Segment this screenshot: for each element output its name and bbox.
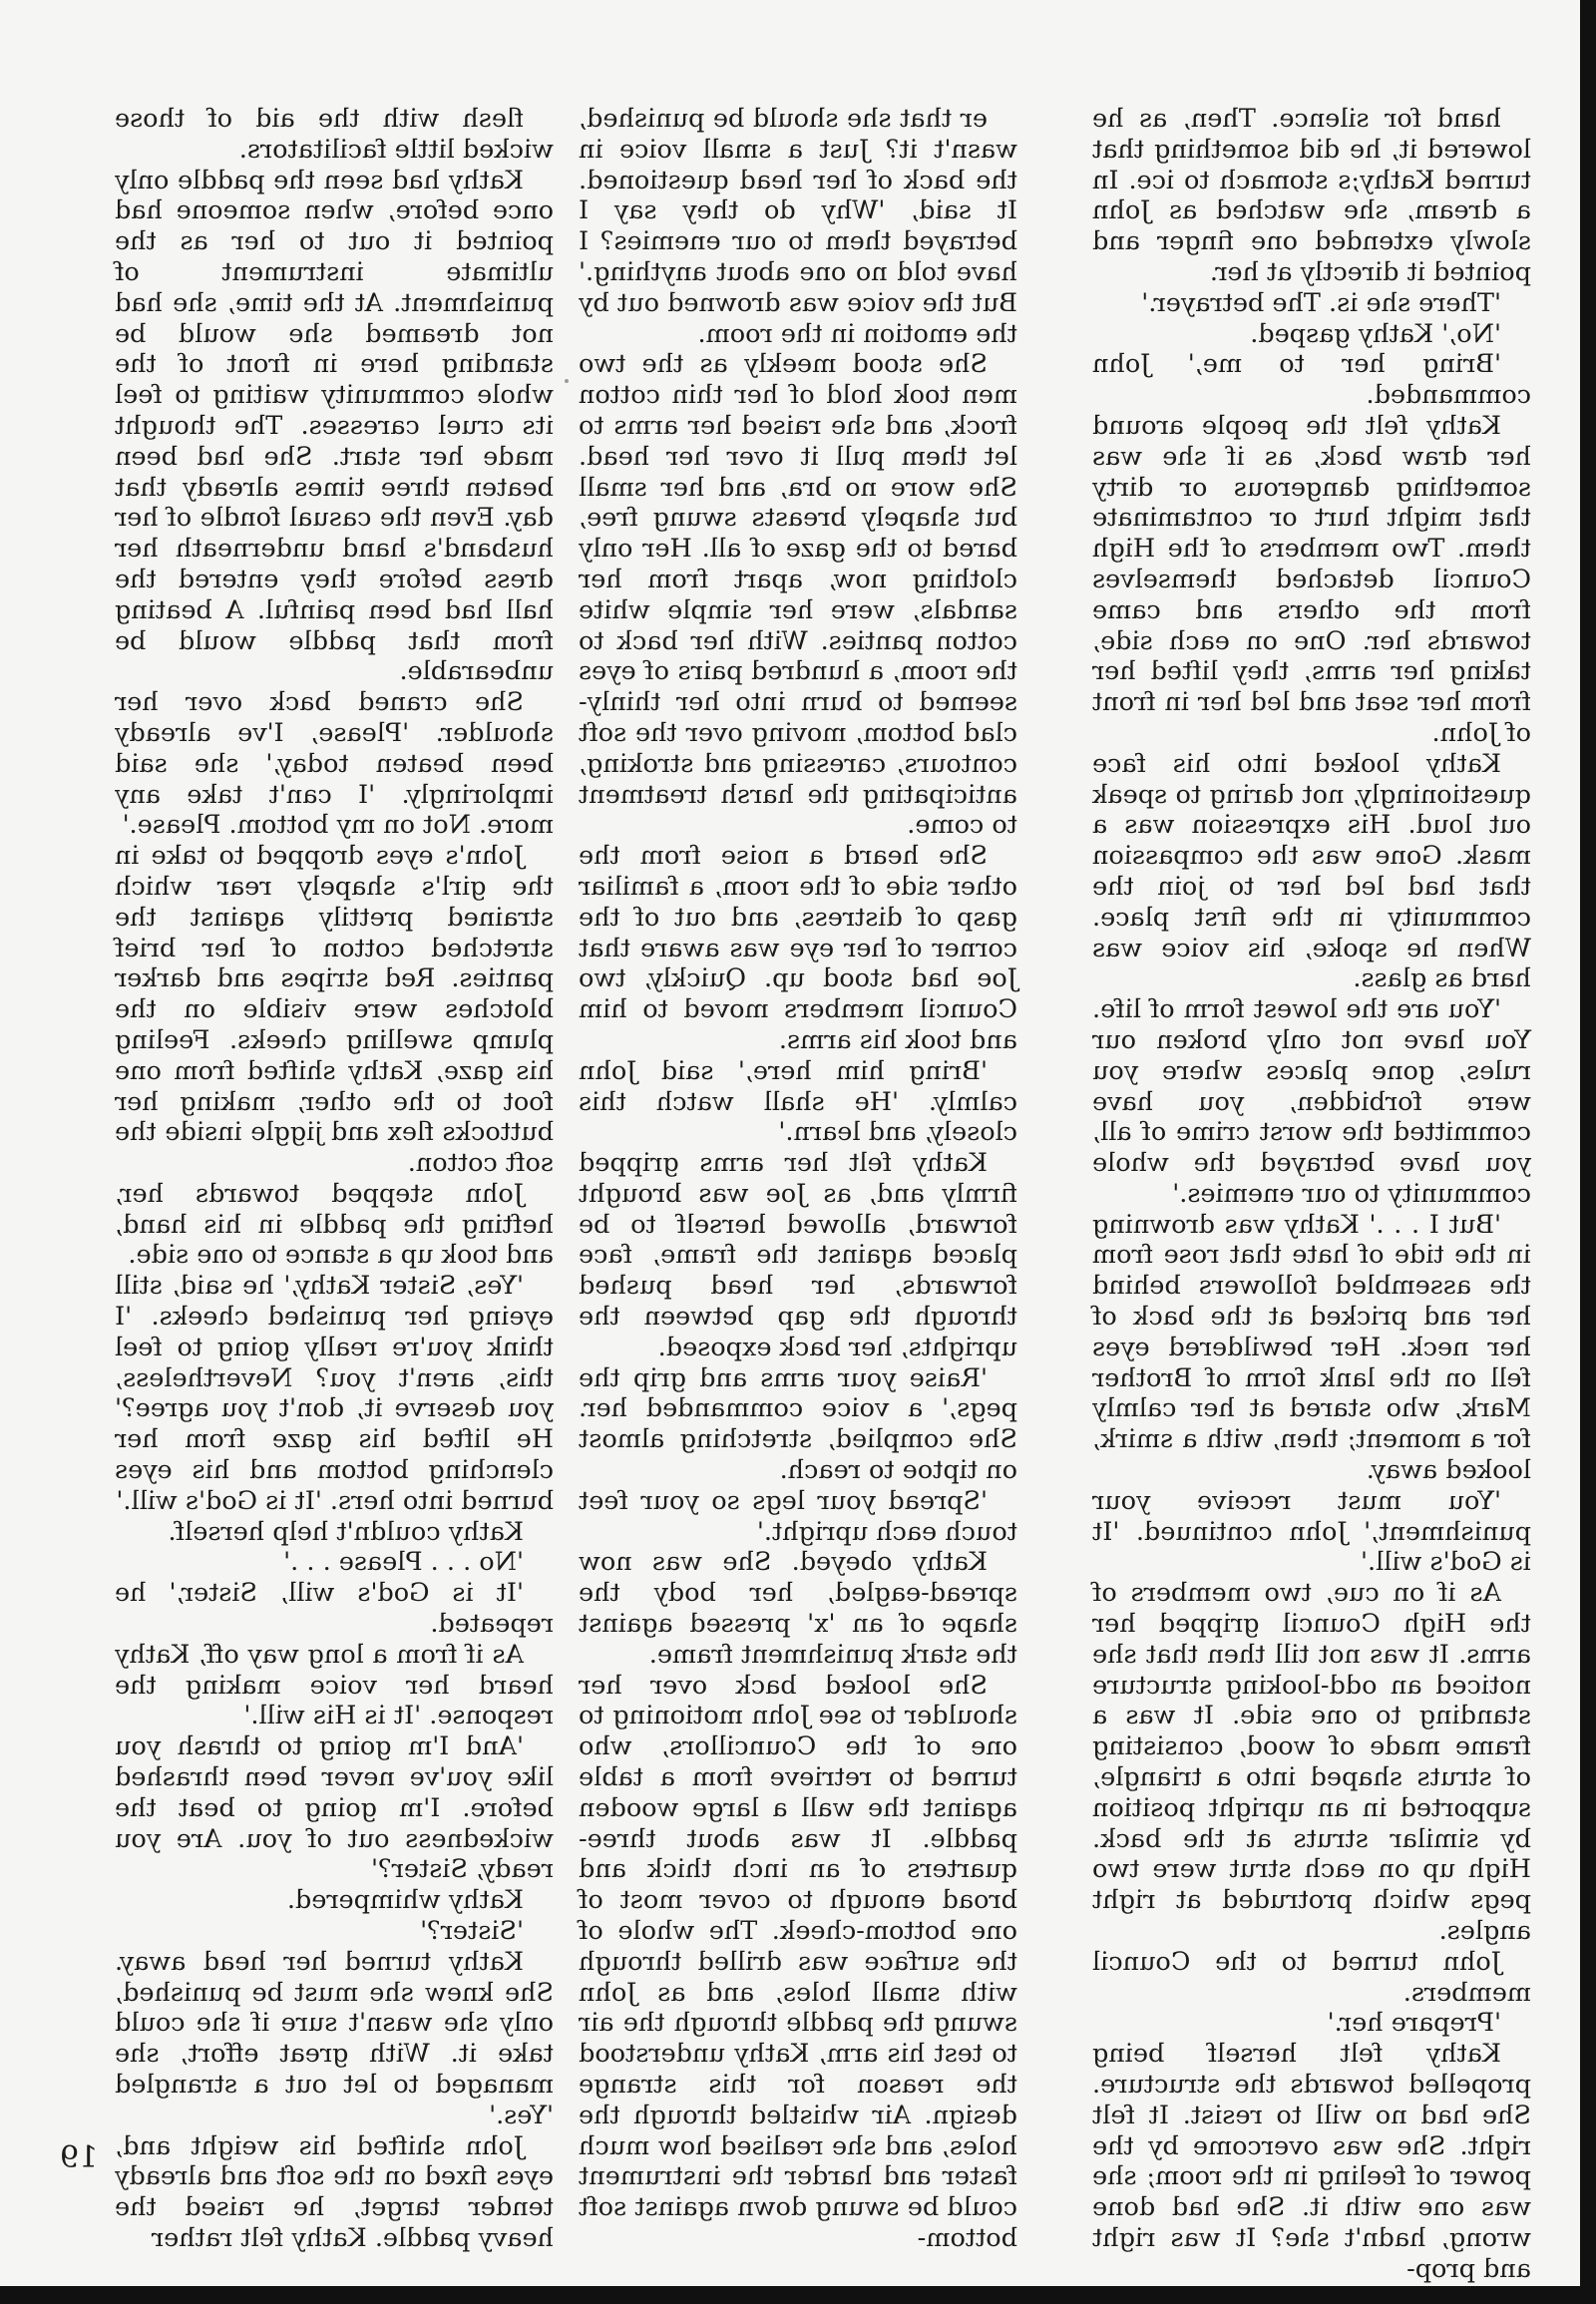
page-number: 19 <box>60 2140 99 2175</box>
paragraph: 'And I'm going to thrash you like you've never been thrashed before. I'm going to beat the wickedness out of you. Are you ready, Sister?' <box>115 1731 554 1885</box>
paragraph: 'No,' Kathy gasped. <box>1250 318 1501 349</box>
paragraph: Kathy felt herself being propelled towards the structure. She had no will to resist. It felt right. She was overcome by the power of feeling in the room; she was one with it. She had done wrong, hadn't she? It was right and prop- <box>1092 2039 1531 2284</box>
text-column-2 <box>579 104 1017 2253</box>
text-column-3 <box>115 104 554 2253</box>
paragraph: John turned to the Council members. <box>1092 1946 1531 2008</box>
paragraph: As if from a long way off, Kathy heard her voice making the response. 'It is His will.' <box>115 1639 554 1731</box>
paragraph: Kathy looked into his face questioningly, not daring to speak out loud. His expression was a mask. Gone was the compassion that had led her to join the community in the first place. When he spoke, his voice was hard as glass. <box>1092 748 1531 994</box>
paragraph: Kathy had seen the paddle only once before, when someone had pointed it out to her as the ultimate instrument of punishment. At the time, she had not dreamed she would be standing here in front of the whole community waiting to feel its cruel caresses. The thought made her start. She had been beaten three times already that day. Even the casual fondle of her husband's hand underneath her dress before they entered the hall had been painful. A beating from that paddle would be unbearable. <box>115 165 554 687</box>
paragraph: She stood meekly as the two men took hold of her thin cotton frock, and she raised her arms to let them pull it over her head. She wore no bra, and her small but shapely breasts swung free, bared to the gaze of all. Her only clothing now, apart from her sandals, were her simple white cotton panties. With her back to the room, a hundred pairs of eyes seemed to burn into her thinly-clad bottom, moving over the soft contours, caressing and stroking, anticipating the harsh treatment to come. <box>579 349 1017 841</box>
paragraph: John's eyes dropped to take in the girl's shapely rear which strained prettily against the stretched cotton of her brief panties. Red stripes and darker blotches were visible on the plump swelling cheeks. Feeling his gaze, Kathy shifted from one foot to the other, making her buttocks flex and jiggle inside the soft cotton. <box>115 841 554 1179</box>
paragraph: 'Prepare her.' <box>1327 2008 1501 2039</box>
paragraph: John stepped towards her, hefting the paddle in his hand, and took up a stance to one side. <box>115 1178 554 1271</box>
paragraph: She heard a noise from the other side of the room, a familiar gasp of distress, and out of the corner of her eye was aware that Joe had stood up. Quickly, two Council members moved to him and took his arms. <box>579 841 1017 1055</box>
paragraph: Kathy turned her head away. She knew she must be punished, only she wasn't sure if she could take it. With great effort, she managed to let out a strangled 'Yes.' <box>115 1946 554 2130</box>
paragraph: Kathy whimpered. <box>286 1885 524 1916</box>
paragraph: 'It is God's will, Sister,' he repeated. <box>115 1578 554 1640</box>
paragraph: 'You are the lowest form of life. You have not only broken our rules, gone places where you were forbidden, you have committed the worst crime of all, you have betrayed the whole community to our enemies.' <box>1092 994 1531 1209</box>
paragraph: 'Bring her to me,' John commanded. <box>1092 349 1531 411</box>
dust-speck <box>565 379 569 383</box>
paragraph: She craned back over her shoulder. 'Please, I've already been beaten today,' she said imploringly. 'I can't take any more. Not on my bottom. Please.' <box>115 687 554 841</box>
paragraph: 'But I . . .' Kathy was drowning in the tide of hate that rose from the assembled followers behind her and pricked at the back of her neck. Her bewildered eyes fell on the lank form of Brother Mark, who stared at her calmly for a moment; then, with a smirk, looked away. <box>1092 1209 1531 1486</box>
paragraph: 'Spread your legs so your feet touch each upright.' <box>579 1485 1017 1547</box>
paragraph: hand for silence. Then, as he lowered it, he did something that turned Kathy;s stomach to ice. In a dream, she watched as John slowly extended one finger and pointed it directly at her. <box>1092 104 1531 287</box>
paragraph: Kathy couldn't help herself. <box>168 1516 524 1547</box>
page-edge-bottom <box>0 2286 1596 2304</box>
paragraph: 'Raise your arms and grip the pegs,' a voice commanded her. She complied, stretching almost on tiptoe to reach. <box>579 1362 1017 1486</box>
paragraph: Kathy obeyed. She was now spread-eagled, her body the shape of an 'x' pressed against the stark punishment frame. <box>579 1547 1017 1670</box>
paragraph: She looked back over her shoulder to see John motioning to one of the Councillors, who turned to retrieve from a table against the wall a large wooden paddle. It was about three-quarters of an inch thick and broad enough to cover most of one bottom-cheek. The whole of the surface was drilled through with small holes, and as John swung the paddle through the air to test his arm, Kathy understood the reason for this strange design. Air whistled through the holes, and she realised how much faster and harder the instrument could be swung down against soft bottom- <box>579 1670 1017 2253</box>
paragraph: Kathy felt her arms gripped firmly and, as Joe was brought forward, allowed herself to be placed against the frame, face forwards, her head pushed through the gap between the uprights, her back exposed. <box>579 1148 1017 1362</box>
paragraph: As if on cue, two members of the High Council gripped her arms. It was not till then that she noticed an odd-looking structure standing to one side. It was a frame made of wood, consisting of struts shaped into a triangle, supported in an upright position by similar struts at the back. High up on each strut were two pegs which protruded at right angles. <box>1092 1578 1531 1947</box>
paragraph: 'Yes, Sister Kathy,' he said, still eyeing her punished cheeks. 'I think you're really going to feel this, aren't you? Nevertheless, you deserve it, don't you agree?' He lifted his gaze from her clenching bottom and his eyes burned into hers. 'It is God's will.' <box>115 1271 554 1516</box>
paragraph: 'You must receive your punishment,' John continued. 'It is God's will.' <box>1092 1485 1531 1578</box>
text-column-1 <box>1092 104 1531 2284</box>
page-edge-right <box>1580 0 1596 2304</box>
paragraph: 'Bring him here,' said John calmly. 'He shall watch this closely, and learn.' <box>579 1055 1017 1148</box>
paragraph: er that she should be punished, wasn't it? Just a small voice in the back of her head questioned. It said, 'Why do they say I betrayed them to our enemies? I have told no one about anything.' But the voice was drowned out by the emotion in the room. <box>579 104 1017 349</box>
paragraph: John shifted his weight and, eyes fixed on the soft and already tender target, he raised the heavy paddle. Kathy felt rather <box>115 2130 554 2253</box>
paragraph: 'Sister?' <box>420 1916 524 1947</box>
paragraph: Kathy felt the people around her draw back, as if she was something dangerous or dirty that might hurt or contaminate them. Two members of the High Council detached themselves from the others and came towards her. One on each side, taking her arms, they lifted her from her seat and led her in front of John. <box>1092 410 1531 748</box>
paragraph: 'No . . . Please . . .' <box>283 1547 524 1578</box>
paragraph: flesh with the aid of those wicked little facilitators. <box>115 104 554 165</box>
paragraph: 'There she is. The betrayer.' <box>1141 287 1501 318</box>
